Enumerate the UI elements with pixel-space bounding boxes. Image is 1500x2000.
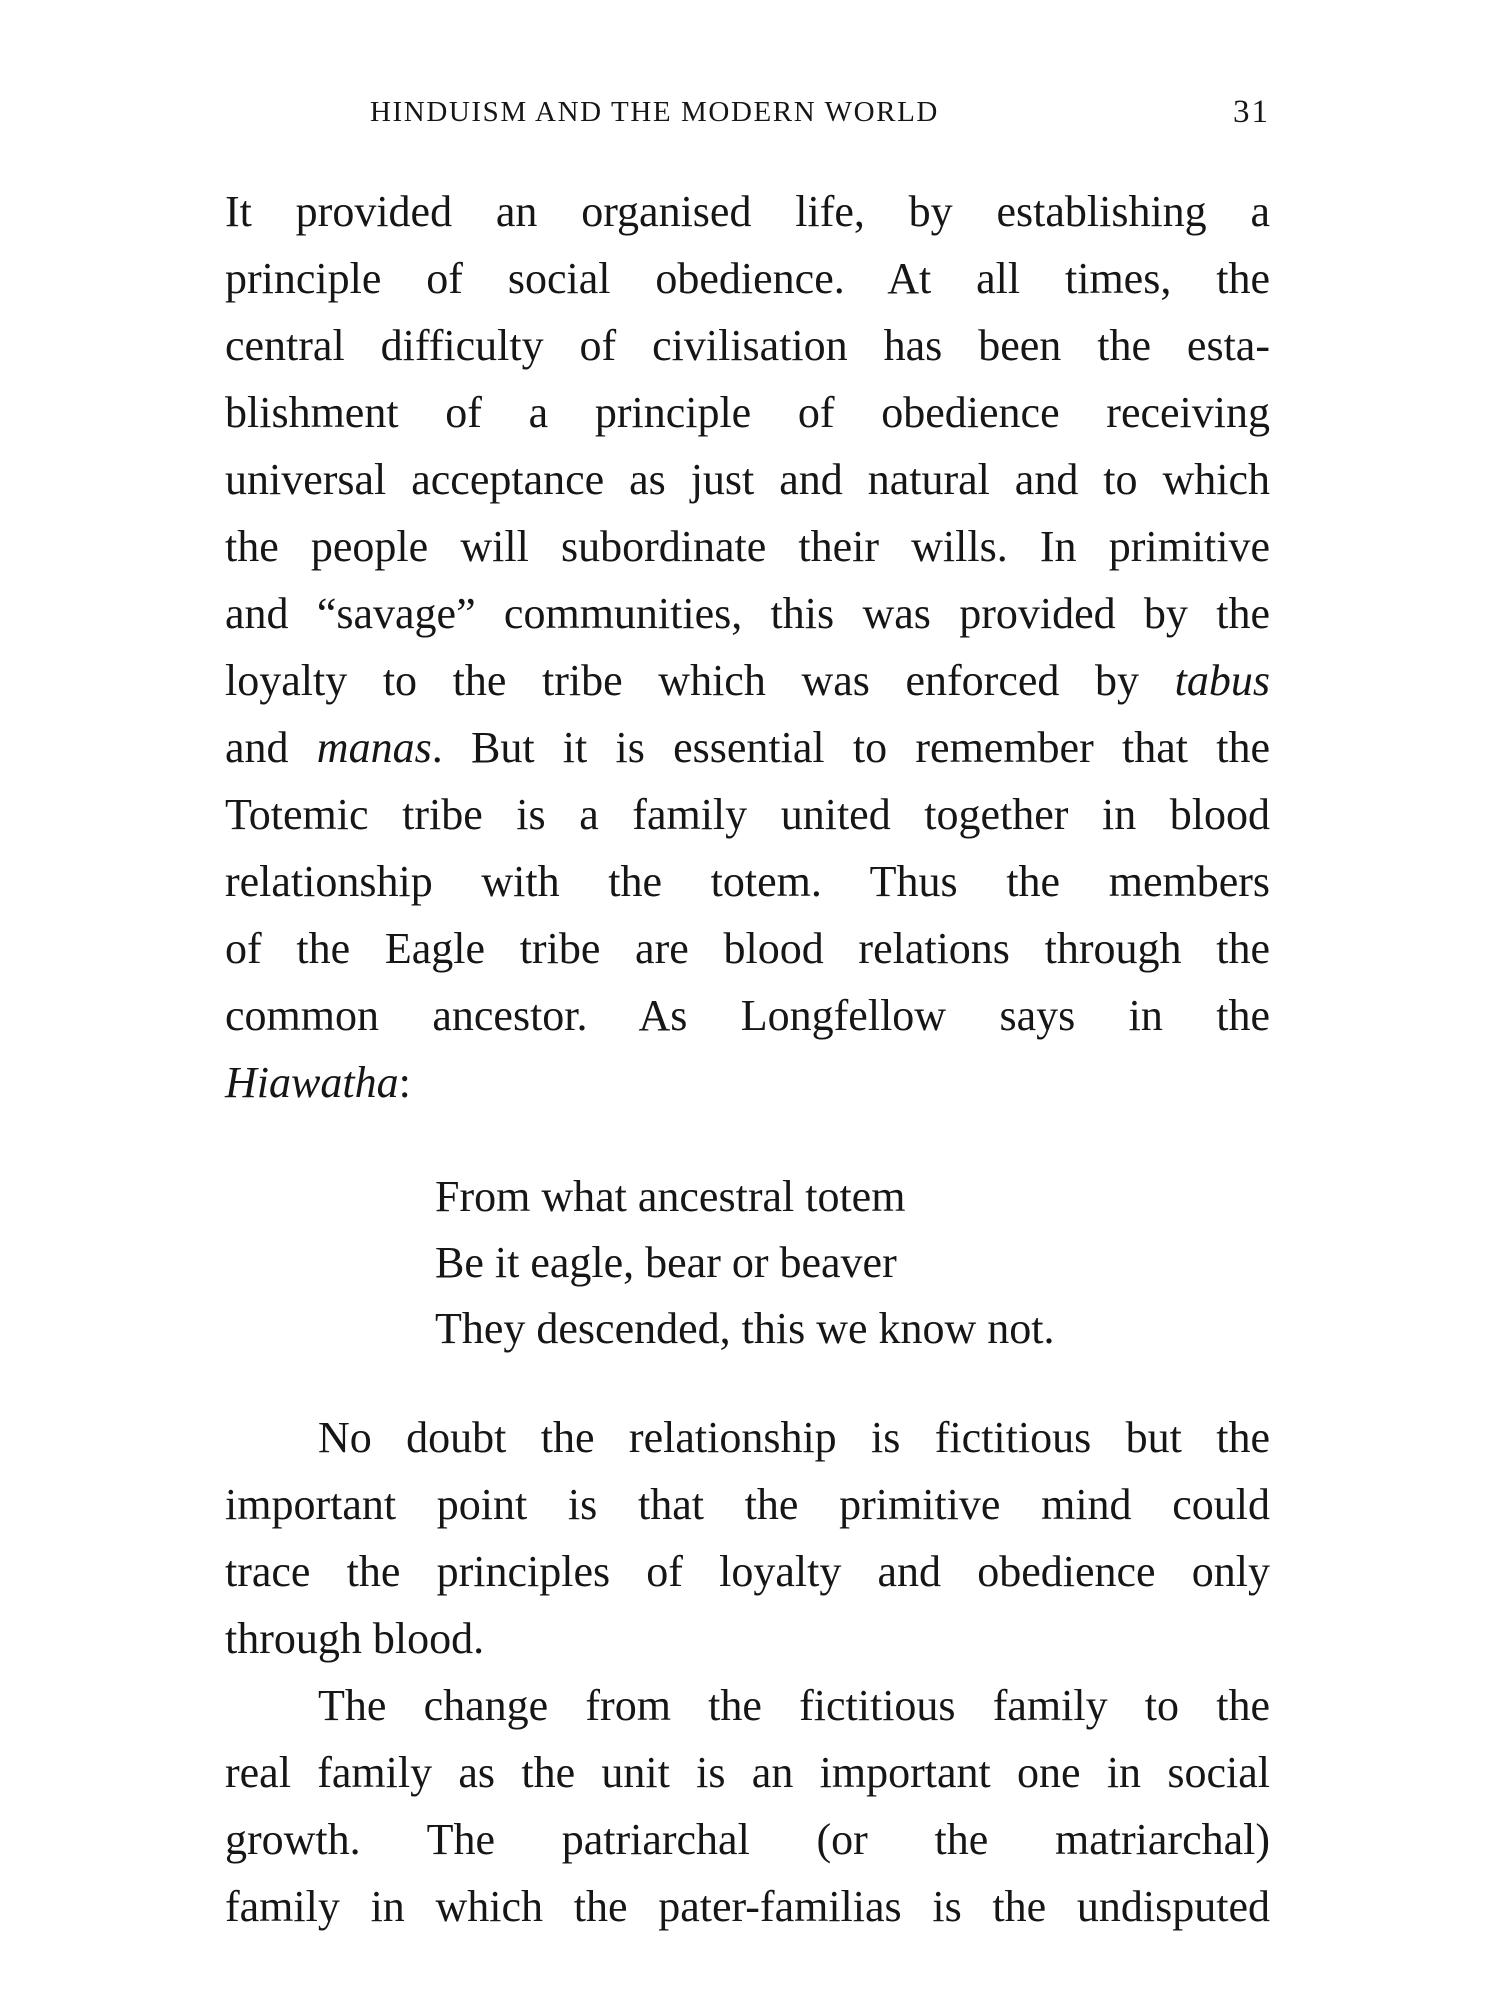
text-line	[225, 714, 1270, 781]
text-line: relationship with the totem. Thus the members	[225, 857, 1270, 906]
text-line	[225, 647, 1270, 714]
text-run: . But it is essential to remember that the	[431, 723, 1270, 772]
italic-term-manas: manas	[316, 723, 432, 772]
text-line: The change from the fictitious family to the	[318, 1681, 1270, 1730]
text-run: loyalty to the tribe which was enforced by	[225, 656, 1175, 705]
text-line: common ancestor. As Longfellow says in the	[225, 991, 1270, 1040]
paragraph-1	[225, 178, 1270, 1116]
text-line	[225, 1049, 1270, 1116]
text-run: :	[398, 1058, 411, 1107]
verse-quotation	[435, 1164, 1270, 1362]
body-text	[225, 178, 1270, 1940]
text-line: It provided an organised life, by establishing a	[225, 187, 1270, 236]
text-line: family in which the pater-familias is the undisputed	[225, 1882, 1270, 1931]
paragraph-2	[225, 1404, 1270, 1672]
italic-term-tabus: tabus	[1174, 656, 1270, 705]
running-title: HINDUISM AND THE MODERN WORLD	[370, 96, 939, 128]
text-line: the people will subordinate their wills. In primitive	[225, 522, 1270, 571]
italic-title-hiawatha: Hiawatha	[225, 1058, 399, 1107]
text-line: of the Eagle tribe are blood relations through the	[225, 924, 1270, 973]
text-line: universal acceptance as just and natural and to which	[225, 455, 1270, 504]
text-line: real family as the unit is an important one in social	[225, 1748, 1270, 1797]
text-line: and “savage” communities, this was provided by the	[225, 589, 1270, 638]
page-number: 31	[1233, 94, 1270, 130]
verse-line: They descended, this we know not.	[435, 1304, 1055, 1353]
text-line: principle of social obedience. At all times, the	[225, 254, 1270, 303]
verse-line: From what ancestral totem	[435, 1172, 906, 1221]
text-line: No doubt the relationship is fictitious but the	[318, 1413, 1270, 1462]
paragraph-3	[225, 1672, 1270, 1940]
text-line: Totemic tribe is a family united together in blood	[225, 790, 1270, 839]
text-line: trace the principles of loyalty and obedience only	[225, 1547, 1270, 1596]
text-line: growth. The patriarchal (or the matriarchal)	[225, 1815, 1270, 1864]
text-line: blishment of a principle of obedience receiving	[225, 388, 1270, 437]
text-line: central difficulty of civilisation has been the esta-	[225, 321, 1270, 370]
text-line: important point is that the primitive mind could	[225, 1480, 1270, 1529]
running-head	[370, 92, 1270, 132]
verse-line: Be it eagle, bear or beaver	[435, 1238, 897, 1287]
text-run: and	[225, 723, 317, 772]
text-line: through blood.	[225, 1614, 485, 1663]
